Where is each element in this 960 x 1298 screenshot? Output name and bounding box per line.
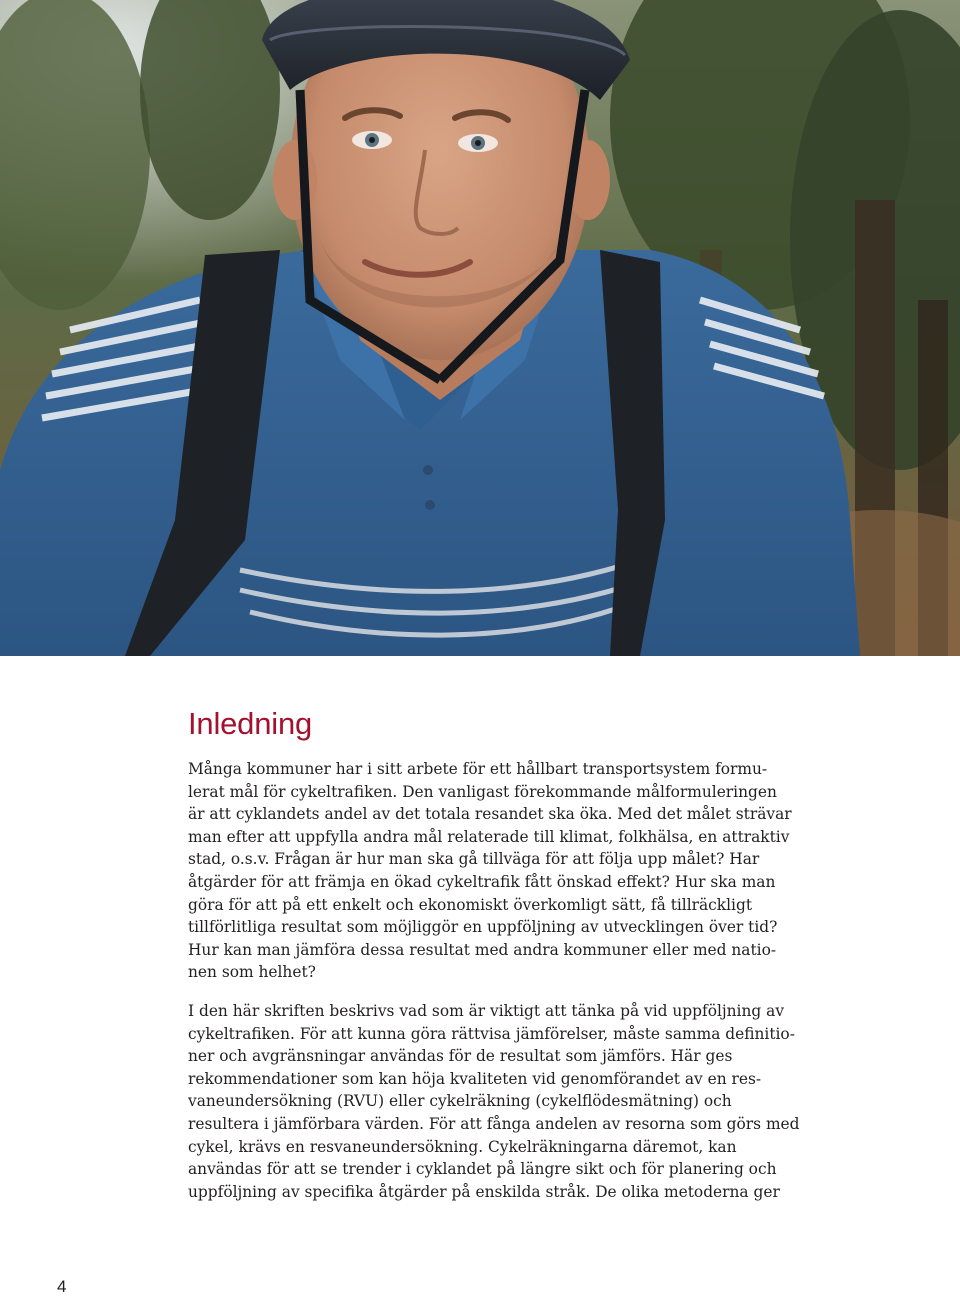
text-line: cykeltrafiken. För att kunna göra rättvisa jämförelser, måste samma definitio-: [188, 1024, 795, 1043]
page-title: Inledning: [188, 706, 313, 741]
text-line: vaneundersökning (RVU) eller cykelräkning (cykelflödesmätning) och: [188, 1092, 732, 1111]
text-line: I den här skriften beskrivs vad som är viktigt att tänka på vid uppföljning av: [188, 1001, 785, 1020]
text-line: Många kommuner har i sitt arbete för ett hållbart transportsystem formu-: [188, 760, 768, 778]
text-line: uppföljning av specifika åtgärder på enskilda stråk. De olika metoderna ger: [188, 1182, 780, 1201]
text-line: göra för att på ett enkelt och ekonomiskt överkomligt sätt, få tillräckligt: [188, 895, 753, 914]
text-line: stad, o.s.v. Frågan är hur man ska gå tillväga för att följa upp målet? Har: [188, 850, 760, 869]
body-text: [188, 758, 800, 1203]
page-number: 4: [57, 1277, 67, 1296]
text-line: man efter att uppfylla andra mål relaterade till klimat, folkhälsa, en attraktiv: [188, 827, 790, 846]
paragraph-scope: [188, 1000, 800, 1203]
text-line: lerat mål för cykeltrafiken. Den vanligast förekommande målformuleringen: [188, 782, 777, 801]
text-line: nen som helhet?: [188, 963, 316, 982]
text-line: resultera i jämförbara värden. För att fånga andelen av resorna som görs med: [188, 1114, 800, 1133]
text-line: är att cyklandets andel av det totala resandet ska öka. Med det målet strävar: [188, 805, 792, 824]
paragraph-intro: [188, 758, 792, 984]
text-line: användas för att se trender i cyklandet på längre sikt och för planering och: [188, 1160, 777, 1179]
text-line: åtgärder för att främja en ökad cykeltrafik fått önskad effekt? Hur ska man: [188, 872, 776, 891]
text-line: rekommendationer som kan höja kvaliteten vid genomförandet av en res-: [188, 1069, 762, 1088]
text-line: Hur kan man jämföra dessa resultat med andra kommuner eller med natio-: [188, 940, 777, 959]
text-line: cykel, krävs en resvaneundersökning. Cykelräkningarna däremot, kan: [188, 1137, 737, 1156]
text-line: ner och avgränsningar användas för de resultat som jämförs. Här ges: [188, 1047, 733, 1066]
text-line: tillförlitliga resultat som möjliggör en uppföljning av utvecklingen över tid?: [188, 918, 778, 937]
